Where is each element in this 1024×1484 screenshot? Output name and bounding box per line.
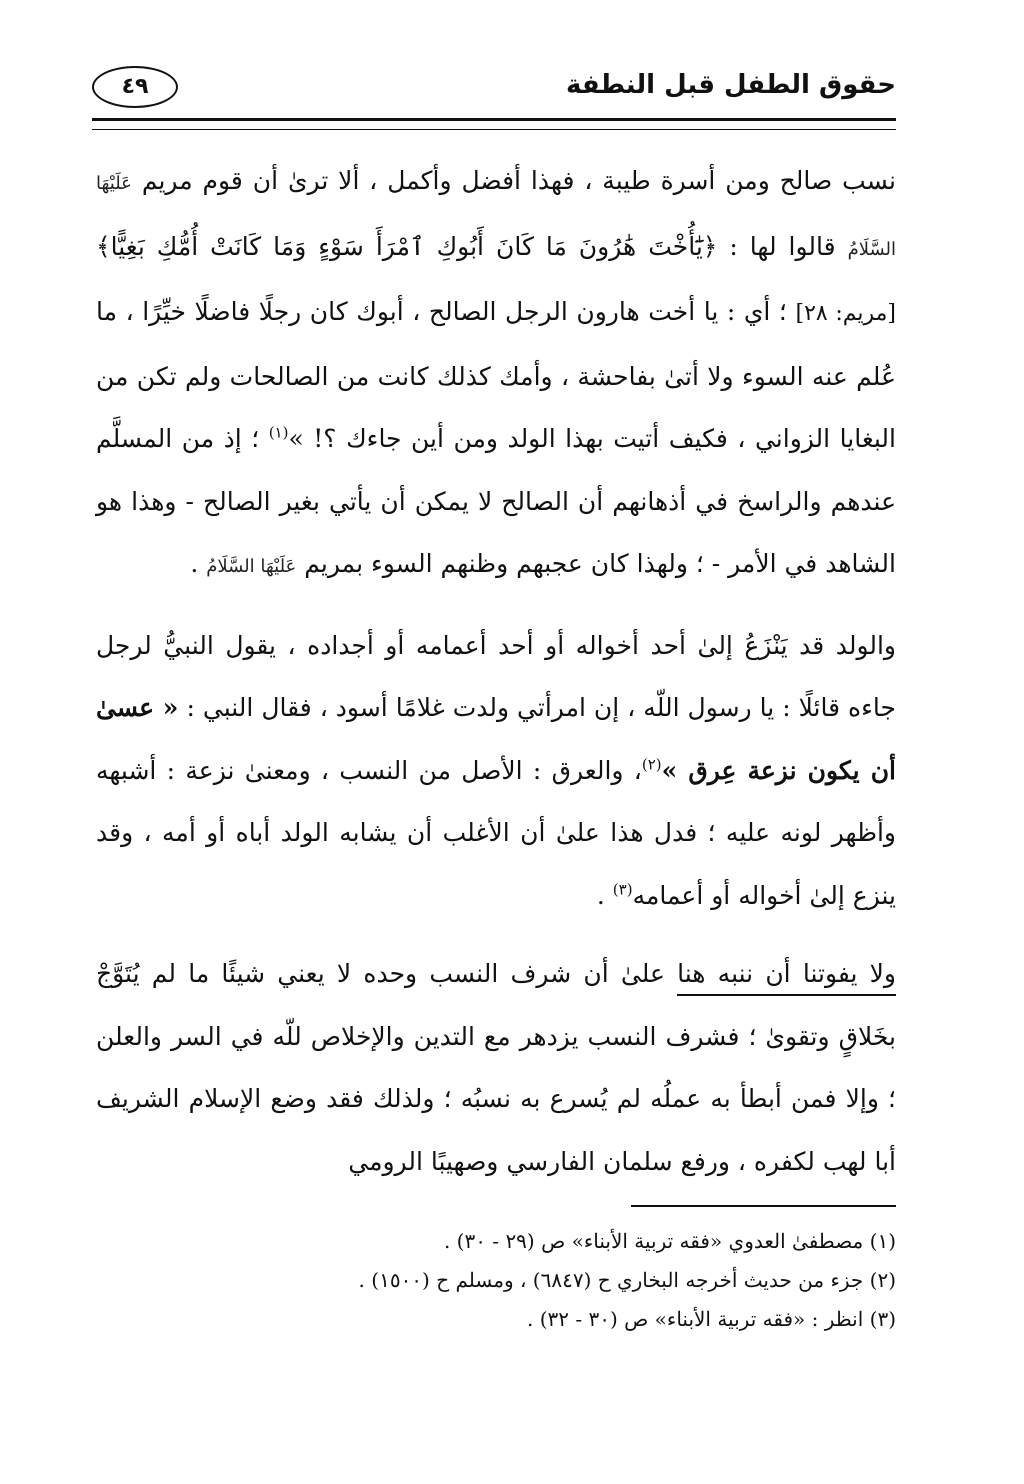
honorific-mark: عَلَيْهَا السَّلَامُ	[206, 556, 297, 577]
quran-verse: ﴿يَٰٓأُخْتَ هَٰرُونَ مَا كَانَ أَبُوكِ ٱمْرَأَ سَوْءٍ وَمَا كَانَتْ أُمُّكِ بَغِيًّا﴾	[96, 231, 718, 261]
paragraph-3	[96, 943, 896, 1193]
page-number: ٤٩	[92, 66, 178, 108]
underlined-phrase: ولا يفوتنا أن ننبه هنا	[677, 959, 896, 996]
main-text	[96, 150, 896, 1193]
text-segment: قالوا لها :	[729, 231, 836, 261]
footnote-marker: (٣)	[612, 880, 633, 899]
verse-reference: [مريم: ٢٨]	[795, 301, 896, 326]
footnote-separator	[631, 1205, 896, 1207]
paragraph-2	[96, 615, 896, 928]
text-segment: والولد قد يَنْزَعُ إلىٰ أحد أخواله أو أحد أعمامه أو أجداده ، يقول النبيُّ لرجل جاءه قائلًا : يا رسول اللّه ، إن امرأتي ولدت غلامًا أسود ، فقال النبي :	[96, 630, 896, 722]
text-segment: ؛ إذ من المسلَّم عندهم والراسخ في أذهانهم أن الصالح لا يمكن أن يأتي بغير الصالح - وهذا هو الشاهد في الأمر - ؛ ولهذا كان عجبهم وظنهم السوء بمريم	[96, 424, 896, 578]
footnote-3: (٣) انظر : «فقه تربية الأبناء» ص (٣٠ - ٣٢) .	[527, 1307, 896, 1331]
text-segment: علىٰ أن شرف النسب وحده لا يعني شيئًا ما لم يُتَوَّجْ بخَلاقٍ وتقوىٰ ؛ فشرف النسب يزدهر مع التدين والإخلاص للّه في السر والعلن ؛ وإلا فمن أبطأ به عملُه لم يُسرع به نسبُه ؛ ولذلك فقد وضع الإسلام الشريف أبا لهب لكفره ، ورفع سلمان الفارسي وصهيبًا الرومي	[96, 959, 896, 1176]
footnotes	[96, 1222, 896, 1339]
running-title: حقوق الطفل قبل النطفة	[565, 70, 896, 100]
footnote-marker: (٢)	[641, 755, 662, 774]
text-segment: ؛ أي : يا أخت هارون الرجل الصالح ، أبوك كان رجلًا فاضلًا خيِّرًا ، ما عُلم عنه السوء ولا أتىٰ بفاحشة ، وأمك كذلك كانت من الصالحات ولم تكن من البغايا الزواني ، فكيف أتيت بهذا الولد ومن أين جاءك ؟! »	[96, 297, 896, 453]
text-segment: ، والعرق : الأصل من النسب ، ومعنىٰ نزعة : أشبهه وأظهر لونه عليه ؛ فدل هذا علىٰ أن الأغلب أن يشابه الولد أباه أو أمه ، وقد ينزع إلىٰ أخواله أو أعمامه	[96, 755, 896, 910]
text-segment: نسب صالح ومن أسرة طيبة ، فهذا أفضل وأكمل ، ألا ترىٰ أن قوم مريم	[141, 166, 896, 195]
paragraph-1	[96, 150, 896, 599]
text-segment: .	[596, 880, 605, 910]
honorific-mark: عَلَيْهَا السَّلَامُ	[96, 173, 897, 260]
footnote-1: (١) مصطفىٰ العدوي «فقه تربية الأبناء» ص (٢٩ - ٣٠) .	[443, 1229, 896, 1253]
header-rule	[92, 118, 896, 130]
footnote-2: (٢) جزء من حديث أخرجه البخاري ح (٦٨٤٧) ، ومسلم ح (١٥٠٠) .	[358, 1268, 896, 1292]
text-segment: .	[190, 549, 199, 578]
footnote-marker: (١)	[268, 423, 289, 442]
page-header	[92, 60, 896, 116]
hadith-quote: « عسىٰ أن يكون نزعة عِرق »	[96, 693, 896, 785]
